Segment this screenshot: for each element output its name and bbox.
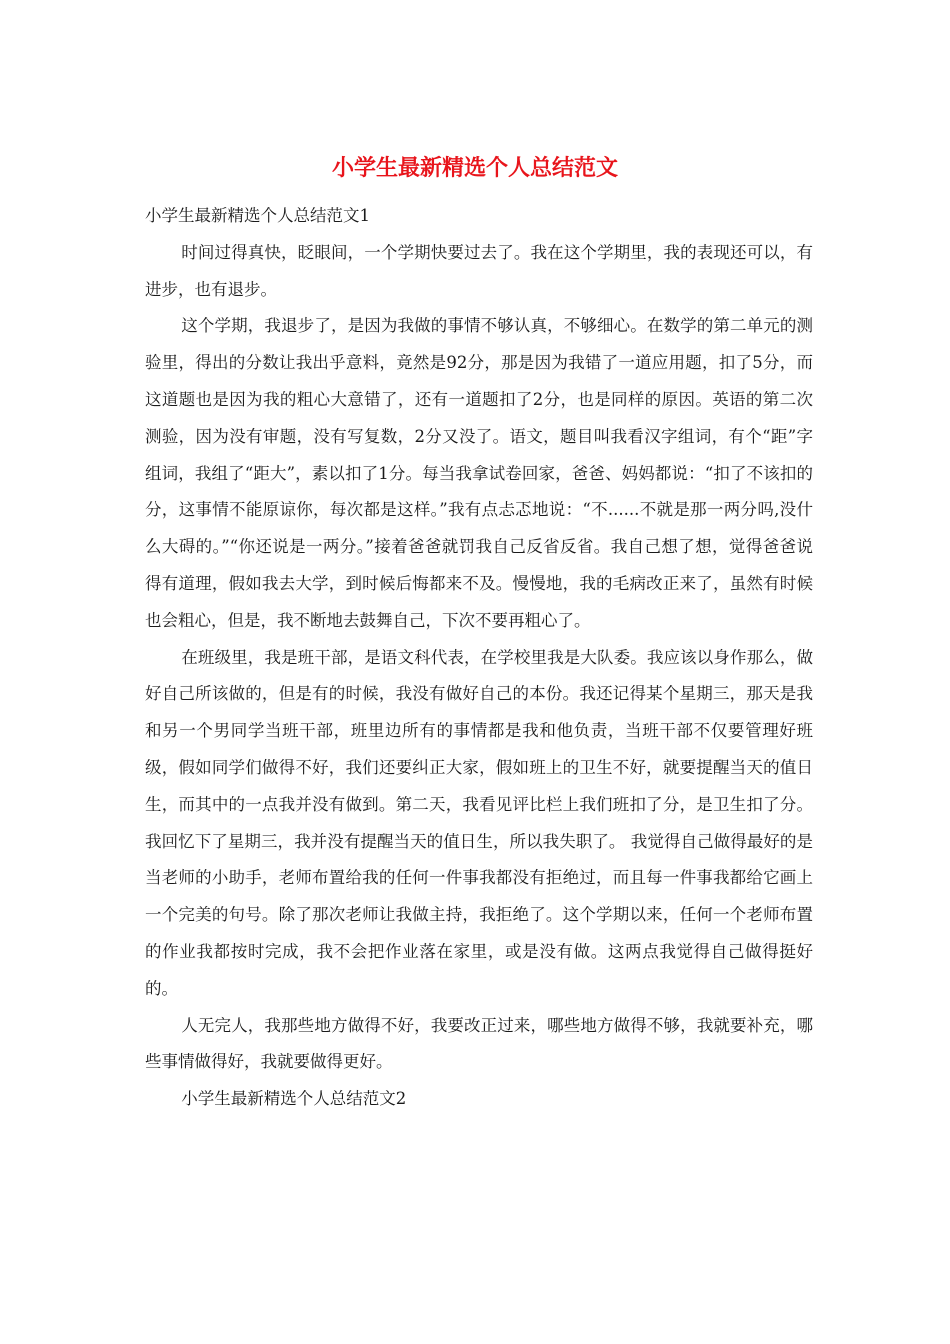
paragraph-3: 在班级里，我是班干部，是语文科代表，在学校里我是大队委。我应该以身作那么，做好自己所该做的，但是有的时候，我没有做好自己的本份。我还记得某个星期三，那天是我和另一个男同学当班干部，班里边所有的事情都是我和他负责，当班干部不仅要管理好班级，假如同学们做得不好，我们还要纠正大家，假如班上的卫生不好，就要提醒当天的值日生，而其中的一点我并没有做到。第二天，我看见评比栏上我们班扣了分，是卫生扣了分。我回忆下了星期三，我并没有提醒当天的值日生，所以我失职了。 我觉得自己做得最好的是当老师的小助手，老师布置给我的任何一件事我都没有拒绝过，而且每一件事我都给它画上一个完美的句号。除了那次老师让我做主持，我拒绝了。这个学期以来，任何一个老师布置的作业我都按时完成，我不会把作业落在家里，或是没有做。这两点我觉得自己做得挺好的。 <box>145 647 813 998</box>
paragraph-1: 时间过得真快，眨眼间，一个学期快要过去了。我在这个学期里，我的表现还可以，有进步，也有退步。 <box>145 242 813 299</box>
paragraph-2: 这个学期，我退步了，是因为我做的事情不够认真，不够细心。在数学的第二单元的测验里，得出的分数让我出乎意料，竟然是92分，那是因为我错了一道应用题，扣了5分，而这道题也是因为我的粗心大意错了，还有一道题扣了2分，也是同样的原因。英语的第二次测验，因为没有审题，没有写复数，2分又没了。语文，题目叫我看汉字组词，有个“距”字组词，我组了“距大”，素以扣了1分。每当我拿试卷回家，爸爸、妈妈都说：“扣了不该扣的分，这事情不能原谅你，每次都是这样。”我有点忐忑地说：“不......不就是那一两分吗,没什么大碍的。”“你还说是一两分。”接着爸爸就罚我自己反省反省。我自己想了想，觉得爸爸说得有道理，假如我去大学，到时候后悔都来不及。慢慢地，我的毛病改正来了，虽然有时候也会粗心，但是，我不断地去鼓舞自己，下次不要再粗心了。 <box>145 316 813 630</box>
section-heading-1: 小学生最新精选个人总结范文1 <box>145 206 370 225</box>
paragraph-4: 人无完人，我那些地方做得不好，我要改正过来，哪些地方做得不够，我就要补充，哪些事情做得好，我就要做得更好。 <box>145 1015 813 1072</box>
document-body <box>145 198 813 1118</box>
section-heading-2: 小学生最新精选个人总结范文2 <box>181 1089 407 1109</box>
document-title: 小学生最新精选个人总结范文 <box>331 155 618 181</box>
